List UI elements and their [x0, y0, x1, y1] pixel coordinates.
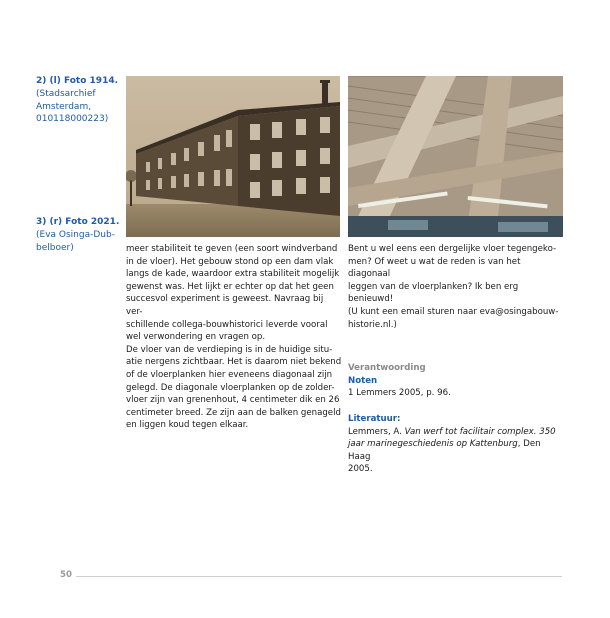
- body-line: succesvol experiment is geweest. Navraag bij ver-: [126, 294, 324, 317]
- note-item: 1 Lemmers 2005, p. 96.: [348, 388, 451, 399]
- literature-title: Van werf tot facilitair complex. 350: [404, 426, 556, 437]
- body-line: en liggen koud tegen elkaar.: [126, 420, 249, 431]
- literature-place: , Den Haag: [348, 439, 541, 462]
- page-number: 50: [60, 570, 72, 580]
- caption-line: (Stadsarchief: [36, 88, 96, 99]
- body-line: of de vloerplanken hier eveneens diagonaal zijn: [126, 369, 333, 380]
- caption-line: 010118000223): [36, 114, 109, 125]
- body-line: gewenst was. Het lijkt er echter op dat het geen: [126, 281, 334, 292]
- body-line: schillende collega-bouwhistorici leverde vooral: [126, 319, 328, 330]
- body-line: leggen van de vloerplanken? Ik ben erg benieuwd!: [348, 281, 519, 305]
- body-line: wel verwondering en vragen op.: [126, 332, 266, 343]
- caption-photo-2021: [36, 216, 120, 254]
- literature-author: Lemmers, A.: [348, 426, 405, 437]
- body-line: vloer zijn van grenenhout, 4 centimeter dik en 26: [126, 395, 340, 406]
- literature-entry: [348, 426, 564, 439]
- body-line: historie.nl.): [348, 319, 397, 330]
- caption-line: belboer): [36, 242, 74, 253]
- historic-building-photo: [126, 76, 340, 237]
- body-line: atie nergens zichtbaar. Het is daarom niet bekend: [126, 357, 342, 368]
- literature-year: 2005.: [348, 464, 373, 475]
- body-line: De vloer van de verdieping is in de huidige situ-: [126, 344, 333, 355]
- caption-title: 2) (l) Foto 1914.: [36, 76, 119, 86]
- body-line: meer stabiliteit te geven (een soort windverband: [126, 244, 338, 254]
- caption-line: (Eva Osinga-Dub-: [36, 229, 115, 240]
- wooden-floor-beams-photo: [348, 76, 563, 237]
- literature-entry-cont: [348, 438, 564, 463]
- body-line: centimeter breed. Ze zijn aan de balken genageld: [126, 407, 341, 418]
- right-text-column: [348, 243, 564, 476]
- literature-title-cont: jaar marinegeschiedenis op Kattenburg: [348, 439, 518, 450]
- body-line: langs de kade, waardoor extra stabiliteit mogelijk: [126, 269, 340, 280]
- caption-photo-1914: [36, 75, 120, 126]
- building-image: [126, 76, 340, 237]
- left-text-column: [126, 243, 342, 432]
- body-line: (U kunt een email sturen naar eva@osingabouw-: [348, 306, 559, 317]
- literature-heading: Literatuur:: [348, 413, 401, 424]
- caption-line: Amsterdam,: [36, 101, 92, 112]
- body-line: gelegd. De diagonale vloerplanken op de zolder-: [126, 382, 335, 393]
- caption-title: 3) (r) Foto 2021.: [36, 217, 120, 227]
- body-line: men? Of weet u wat de reden is van het diagonaal: [348, 256, 521, 280]
- beams-image: [348, 76, 563, 237]
- body-line: Bent u wel eens een dergelijke vloer tegengeko-: [348, 244, 557, 254]
- footer-divider: [76, 576, 562, 577]
- accountability-heading: Verantwoording: [348, 363, 426, 374]
- body-line: in de vloer). Het gebouw stond op een dam vlak: [126, 256, 334, 267]
- notes-heading: Noten: [348, 375, 378, 386]
